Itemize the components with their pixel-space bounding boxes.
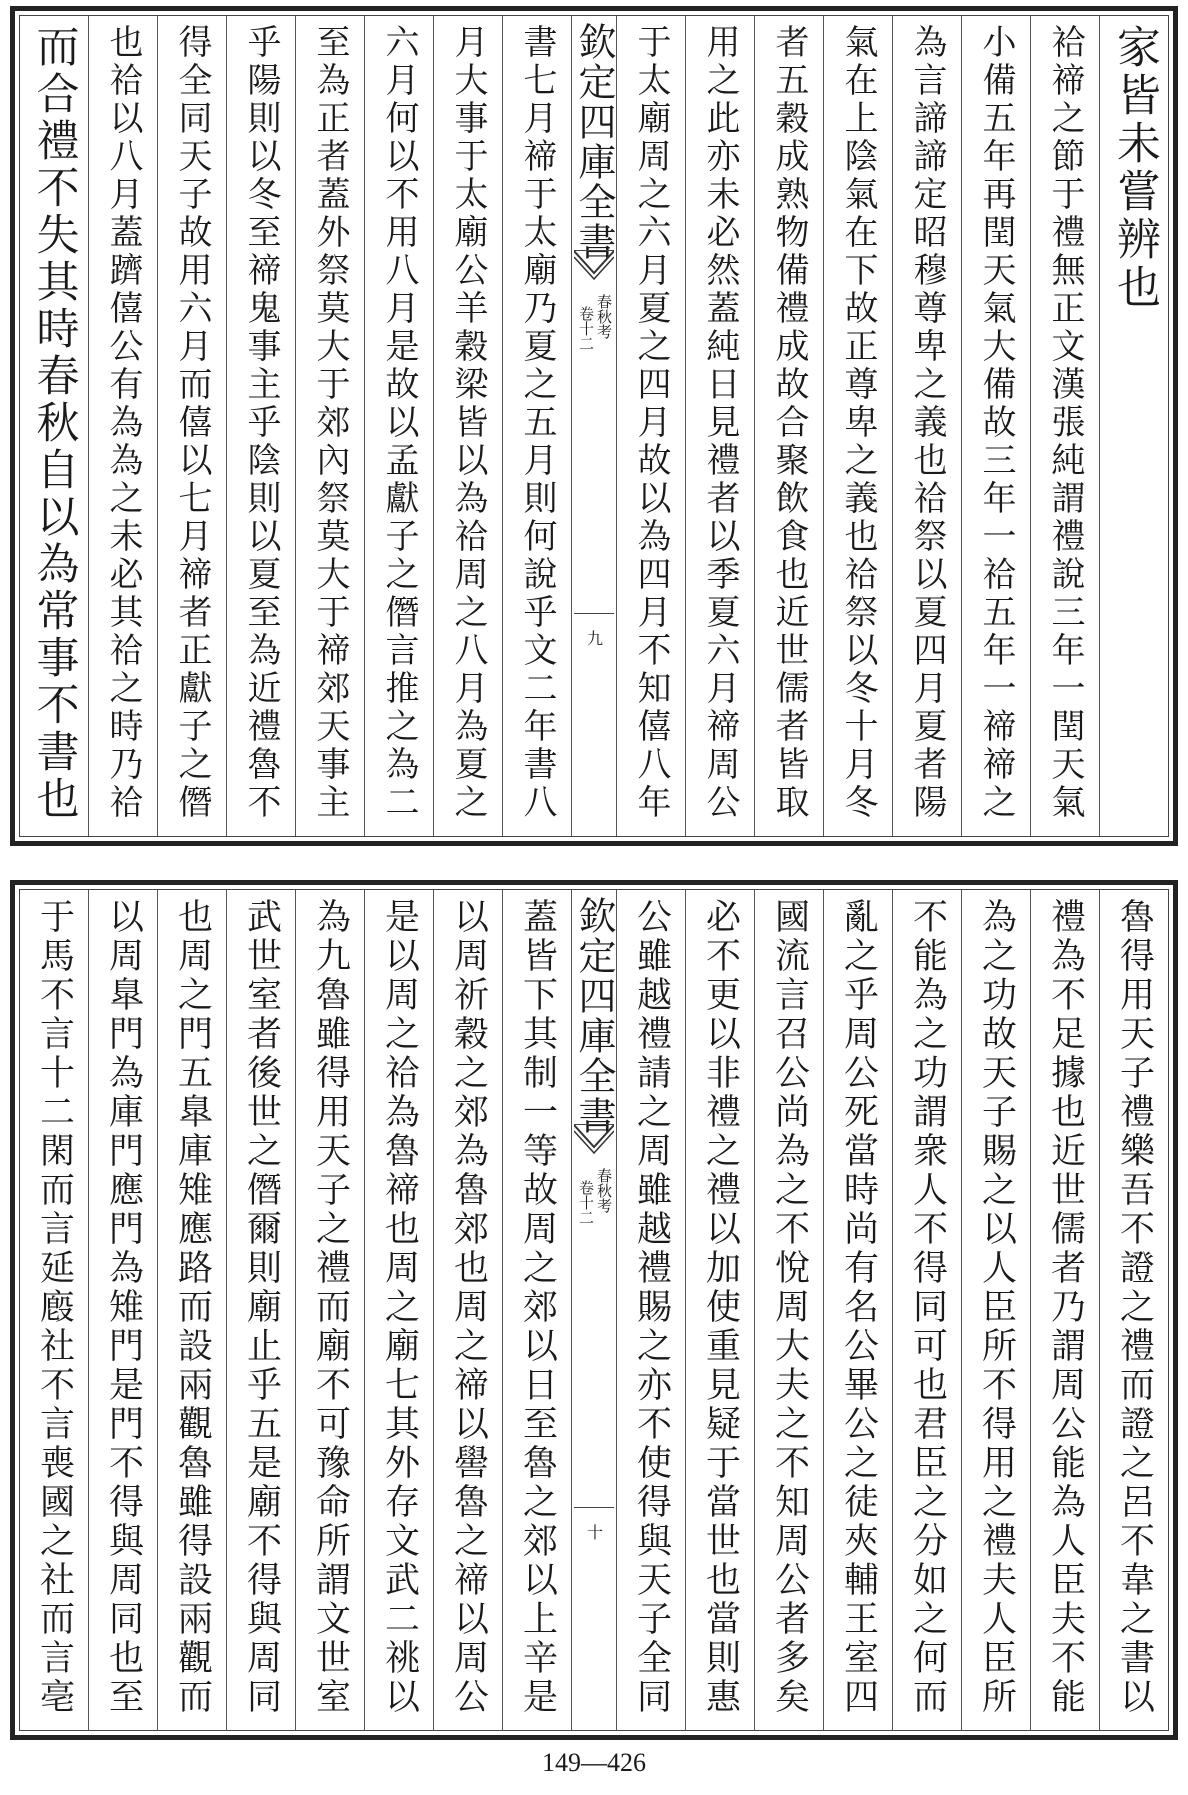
text-column [754,16,823,836]
column-text: 氣在上陰氣在下故正尊卑之義也祫祭以冬十月冬 [838,24,878,822]
text-column [433,890,502,1730]
text-column [892,16,961,836]
text-column [685,16,754,836]
text-column [295,890,364,1730]
text-column [1099,890,1168,1730]
text-column [88,890,157,1730]
text-column [226,16,295,836]
fold-divider-line [574,613,614,614]
text-column [157,890,226,1730]
text-column [754,890,823,1730]
center-fold-column [571,16,616,836]
column-text: 為九魯雖得用天子之禮而廟不可豫命所謂文世室 [310,898,351,1717]
column-text: 六月何以不用八月是故以孟獻子之僭言推之為二 [379,24,419,822]
text-column [961,16,1030,836]
column-text: 亂之乎周公死當時尚有名公畢公之徒夾輔王室四 [838,898,879,1717]
text-column [1030,16,1099,836]
column-text: 也周之門五臯庫雉應路而設兩觀魯雖得設兩觀而 [172,898,213,1717]
column-text: 公雖越禮請之周雖越禮賜之亦不使得與天子全同 [631,898,672,1717]
lower-page-frame [19,889,1169,1731]
text-column [616,16,685,836]
text-column [433,16,502,836]
column-text: 于太廟周之六月夏之四月故以為四月不知僖八年 [631,24,671,822]
text-column [364,890,433,1730]
column-text: 于馬不言十二閑而言延廏社不言喪國之社而言亳 [34,898,75,1717]
page-footer-number: 149—426 [542,1748,646,1777]
column-text: 乎陽則以冬至禘鬼事主乎陰則以夏至為近禮魯不 [241,24,281,822]
center-fold-column [571,890,616,1730]
text-column [685,890,754,1730]
column-text: 袷禘之節于禮無正文漢張純謂禮說三年一閏天氣 [1045,24,1085,822]
column-text: 至為正者蓋外祭莫大于郊內祭莫大于禘郊天事主 [310,24,350,822]
column-text: 以周臯門為庫門應門為雉門是門不得與周同也至 [103,898,144,1717]
upper-page-columns [20,16,1168,836]
text-column [502,16,571,836]
text-column [616,890,685,1730]
column-text: 必不更以非禮之禮以加使重見疑于當世也當則惠 [700,898,741,1717]
volume-label: 卷十二 [577,1180,595,1225]
fish-tail-mark-icon [574,250,614,281]
column-text: 小備五年再閏天氣大備故三年一祫五年一禘禘之 [976,24,1016,822]
book-name: 春秋考 [595,1168,613,1213]
upper-page [10,6,1178,846]
leaf-number: 九 [584,630,604,646]
text-column [157,16,226,836]
column-text: 國流言召公尚為之不悅周大夫之不知周公者多矣 [769,898,810,1717]
column-text: 也祫以八月蓋躋僖公有為為之未必其祫之時乃祫 [103,24,143,822]
column-text: 禮為不足據也近世儒者乃謂周公能為人臣夫不能 [1045,898,1086,1717]
fish-tail-mark-icon [574,1124,614,1155]
column-text: 為之功故天子賜之以人臣所不得用之禮夫人臣所 [976,898,1017,1717]
column-text: 者五穀成熟物備禮成故合聚飲食也近世儒者皆取 [769,24,809,822]
fold-divider-line [574,1507,614,1508]
column-text: 家皆未嘗辨也 [1109,24,1160,312]
column-text: 為言諦諦定昭穆尊卑之義也祫祭以夏四月夏者陽 [907,24,947,822]
text-column [226,890,295,1730]
text-column [961,890,1030,1730]
column-text: 用之此亦未必然蓋純日見禮者以季夏六月禘周公 [700,24,740,822]
text-column [295,16,364,836]
text-column [20,890,88,1730]
text-column [823,890,892,1730]
text-column [88,16,157,836]
text-column [20,16,88,836]
text-column [892,890,961,1730]
column-text: 以周祈穀之郊為魯郊也周之禘以嚳魯之禘以周公 [448,898,489,1717]
column-text: 是以周之祫為魯禘也周之廟七其外存文武二祧以 [379,898,420,1717]
lower-page-columns [20,890,1168,1730]
book-title: 欽定四庫全書 [572,22,616,262]
text-column [1099,16,1168,836]
upper-page-frame [19,15,1169,837]
column-text: 書七月禘于太廟乃夏之五月則何說乎文二年書八 [517,24,557,822]
column-text: 魯得用天子禮樂吾不證之禮而證之呂不韋之書以 [1114,898,1155,1717]
column-text: 蓋皆下其制一等故周之郊以日至魯之郊以上辛是 [517,898,558,1717]
text-column [823,16,892,836]
column-text: 而合禮不失其時春秋自以為常事不書也 [29,24,80,823]
text-column [502,890,571,1730]
book-name: 春秋考 [595,294,613,339]
text-column [364,16,433,836]
column-text: 月大事于太廟公羊穀梁皆以為祫周之八月為夏之 [448,24,488,822]
text-column [1030,890,1099,1730]
column-text: 武世室者後世之僭爾則廟止乎五是廟不得與周同 [241,898,282,1717]
column-text: 得全同天子故用六月而僖以七月禘者正獻子之僭 [172,24,212,822]
book-title: 欽定四庫全書 [572,896,616,1136]
leaf-number: 十 [584,1524,604,1540]
volume-label: 卷十二 [577,306,595,351]
lower-page [10,880,1178,1740]
column-text: 不能為之功謂衆人不得同可也君臣之分如之何而 [907,898,948,1717]
